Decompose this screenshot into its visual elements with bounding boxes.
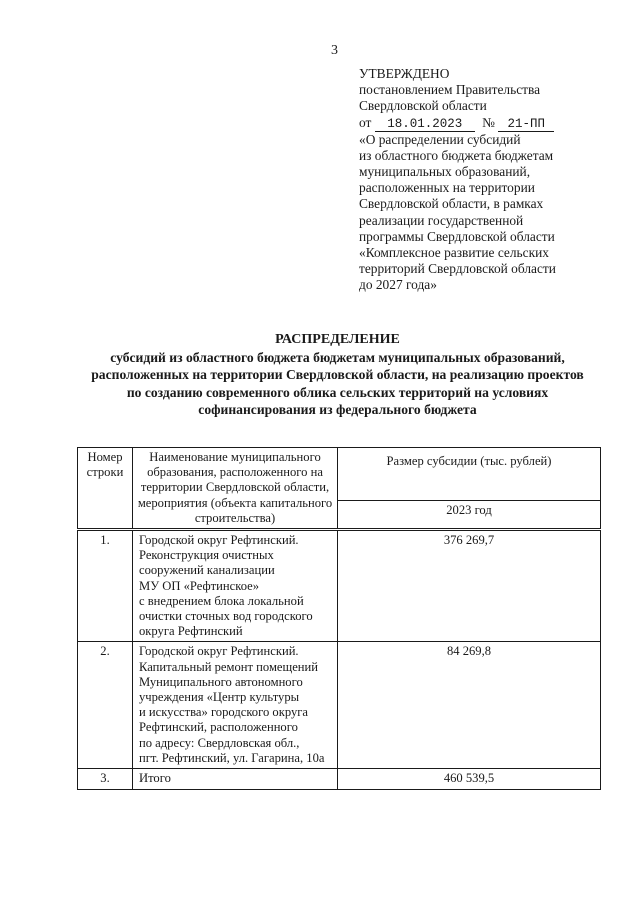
approval-subject-line: муниципальных образований, bbox=[359, 164, 531, 180]
row-name-line: Городской округ Рефтинский. bbox=[139, 644, 299, 659]
approval-subject-line: «О распределении субсидий bbox=[359, 131, 521, 147]
row-name-line: Реконструкция очистных bbox=[139, 548, 274, 563]
title-main: РАСПРЕДЕЛЕНИЕ bbox=[275, 332, 400, 347]
row-name-line: пгт. Рефтинский, ул. Гагарина, 10а bbox=[139, 750, 325, 765]
title-line: субсидий из областного бюджета бюджетам муниципальных образований, bbox=[110, 349, 565, 365]
row-name-line: с внедрением блока локальной bbox=[139, 593, 304, 608]
row-name-line: по адресу: Свердловская обл., bbox=[139, 735, 300, 750]
date-prefix: от bbox=[359, 114, 372, 130]
table-header-row bbox=[78, 448, 601, 501]
approval-date: 18.01.2023 bbox=[375, 118, 475, 132]
approval-line: Свердловской области bbox=[359, 98, 487, 114]
header-name: Наименование муниципального образования, расположенного на территории Свердловской области, мероприятия (объекта капитального строительства) bbox=[133, 448, 338, 530]
row-amount: 376 269,7 bbox=[338, 530, 601, 642]
approval-heading: УТВЕРЖДЕНО bbox=[359, 66, 450, 81]
row-name-line: МУ ОП «Рефтинское» bbox=[139, 578, 260, 593]
approval-subject-line: из областного бюджета бюджетам bbox=[359, 147, 554, 163]
row-name-line: Капитальный ремонт помещений bbox=[139, 659, 319, 674]
document-title bbox=[60, 331, 615, 419]
approval-subject-line: расположенных на территории bbox=[359, 180, 535, 196]
approval-subject-line: территорий Свердловской области bbox=[359, 261, 556, 277]
row-number: 3. bbox=[78, 769, 133, 790]
row-name-line: учреждения «Центр культуры bbox=[139, 690, 300, 705]
approval-subject-line: до 2027 года» bbox=[359, 277, 437, 293]
distribution-table bbox=[77, 447, 601, 790]
table-row bbox=[78, 769, 601, 790]
title-line: по созданию современного облика сельских территорий на условиях bbox=[126, 384, 549, 400]
row-name-line: Городской округ Рефтинский. bbox=[139, 533, 299, 548]
approval-number: 21-ПП bbox=[498, 118, 554, 132]
approval-subject-line: «Комплексное развитие сельских bbox=[359, 245, 549, 261]
row-amount: 460 539,5 bbox=[338, 769, 601, 790]
row-name-line: очистки сточных вод городского bbox=[139, 609, 313, 624]
header-amount: Размер субсидии (тыс. рублей) bbox=[338, 448, 601, 501]
approval-subject-line: реализации государственной bbox=[359, 212, 524, 228]
title-line: расположенных на территории Свердловской области, на реализацию проектов bbox=[91, 367, 584, 383]
row-name-line: и искусства» городского округа bbox=[139, 705, 308, 720]
row-name bbox=[133, 642, 338, 769]
row-number: 2. bbox=[78, 642, 133, 769]
header-number: Номер строки bbox=[78, 448, 133, 530]
row-amount: 84 269,8 bbox=[338, 642, 601, 769]
row-name-line: Муниципального автономного bbox=[139, 674, 303, 689]
row-name-line: Рефтинский, расположенного bbox=[139, 720, 298, 735]
approval-block bbox=[359, 66, 609, 294]
row-number: 1. bbox=[78, 530, 133, 642]
header-year: 2023 год bbox=[338, 501, 601, 530]
row-name-line: Итого bbox=[139, 771, 171, 786]
title-line: софинансирования из федерального бюджета bbox=[198, 402, 477, 418]
table-row bbox=[78, 530, 601, 642]
row-name-line: округа Рефтинский bbox=[139, 624, 243, 639]
approval-subject-line: программы Свердловской области bbox=[359, 228, 555, 244]
row-name-line: сооружений канализации bbox=[139, 563, 275, 578]
page-number: 3 bbox=[331, 43, 338, 58]
row-name bbox=[133, 769, 338, 790]
approval-subject-line: Свердловской области, в рамках bbox=[359, 196, 544, 212]
row-name bbox=[133, 530, 338, 642]
approval-date-line bbox=[359, 115, 609, 132]
number-prefix: № bbox=[482, 114, 495, 130]
table-row bbox=[78, 642, 601, 769]
approval-line: постановлением Правительства bbox=[359, 82, 541, 98]
